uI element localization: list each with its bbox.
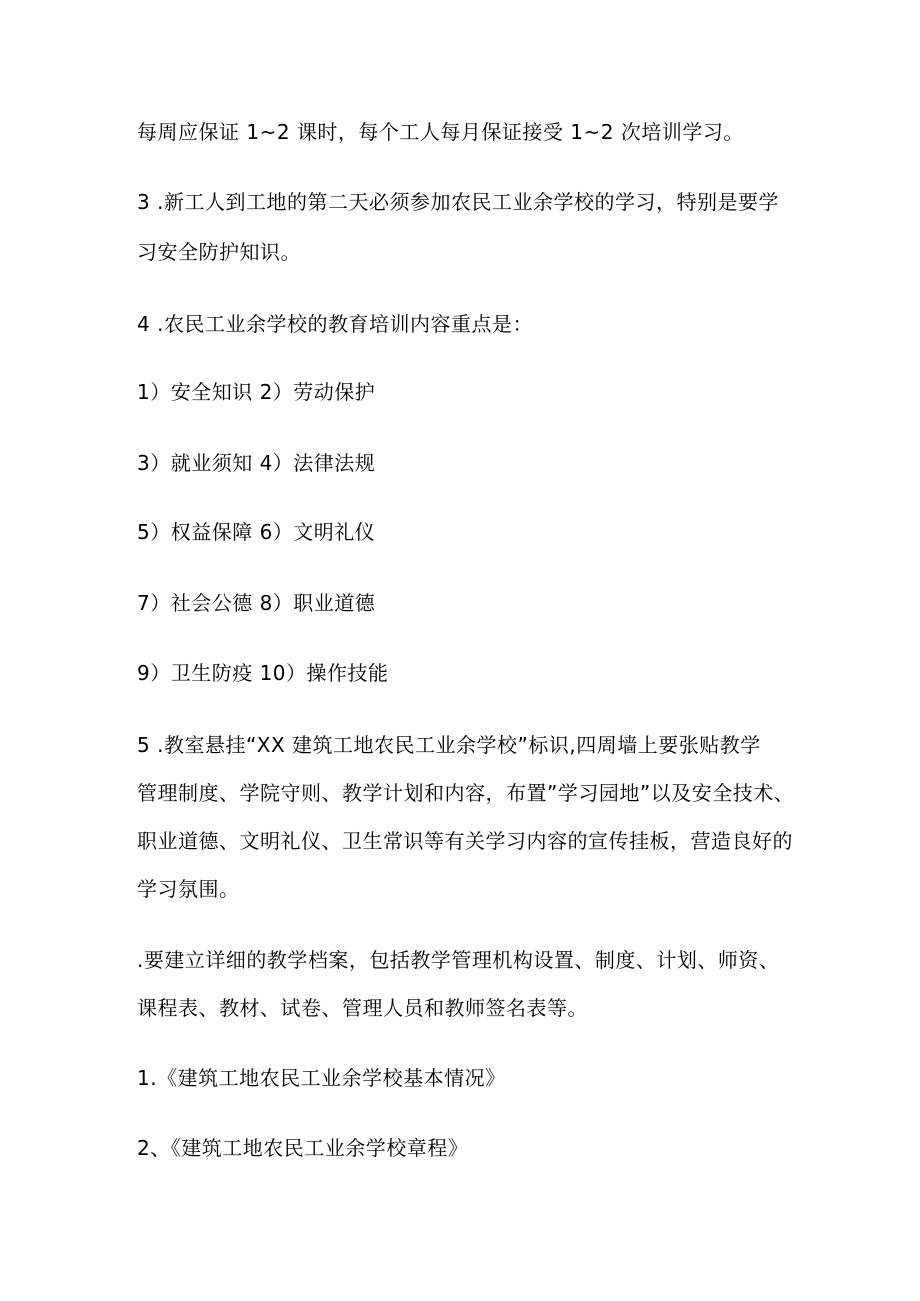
text-line: 5）权益保障 6）文明礼仪 (137, 520, 376, 544)
text-line: 1）安全知识 2）劳动保护 (137, 380, 376, 404)
text-line: 习安全防护知识。 (137, 240, 301, 264)
text-line: 3）就业须知 4）法律法规 (137, 451, 376, 475)
text-line: 1.《建筑工地农民工业余学校基本情况》 (137, 1066, 506, 1090)
text-line: 3 .新工人到工地的第二天必须参加农民工业余学校的学习，特别是要学 (137, 190, 779, 214)
text-line: 2、《建筑工地农民工业余学校章程》 (137, 1136, 469, 1160)
text-line: 课程表、教材、试卷、管理人员和教师签名表等。 (137, 996, 588, 1020)
text-line: 5 .教室悬挂“XX 建筑工地农民工业余学校”标识,四周墙上要张贴教学 (137, 733, 761, 757)
text-line: .要建立详细的教学档案，包括教学管理机构设置、制度、计划、师资、 (137, 948, 780, 972)
text-line: 学习氛围。 (137, 877, 240, 901)
text-line: 职业道德、文明礼仪、卫生常识等有关学习内容的宣传挂板，营造良好的 (137, 829, 793, 853)
text-line: 4 .农民工业余学校的教育培训内容重点是： (137, 312, 533, 336)
text-line: 每周应保证 1~2 课时，每个工人每月保证接受 1~2 次培训学习。 (137, 120, 744, 144)
text-line: 7）社会公德 8）职业道德 (137, 591, 376, 615)
text-line: 管理制度、学院守则、教学计划和内容，布置”学习园地”以及安全技术、 (137, 781, 795, 805)
text-line: 9）卫生防疫 10）操作技能 (137, 661, 389, 685)
